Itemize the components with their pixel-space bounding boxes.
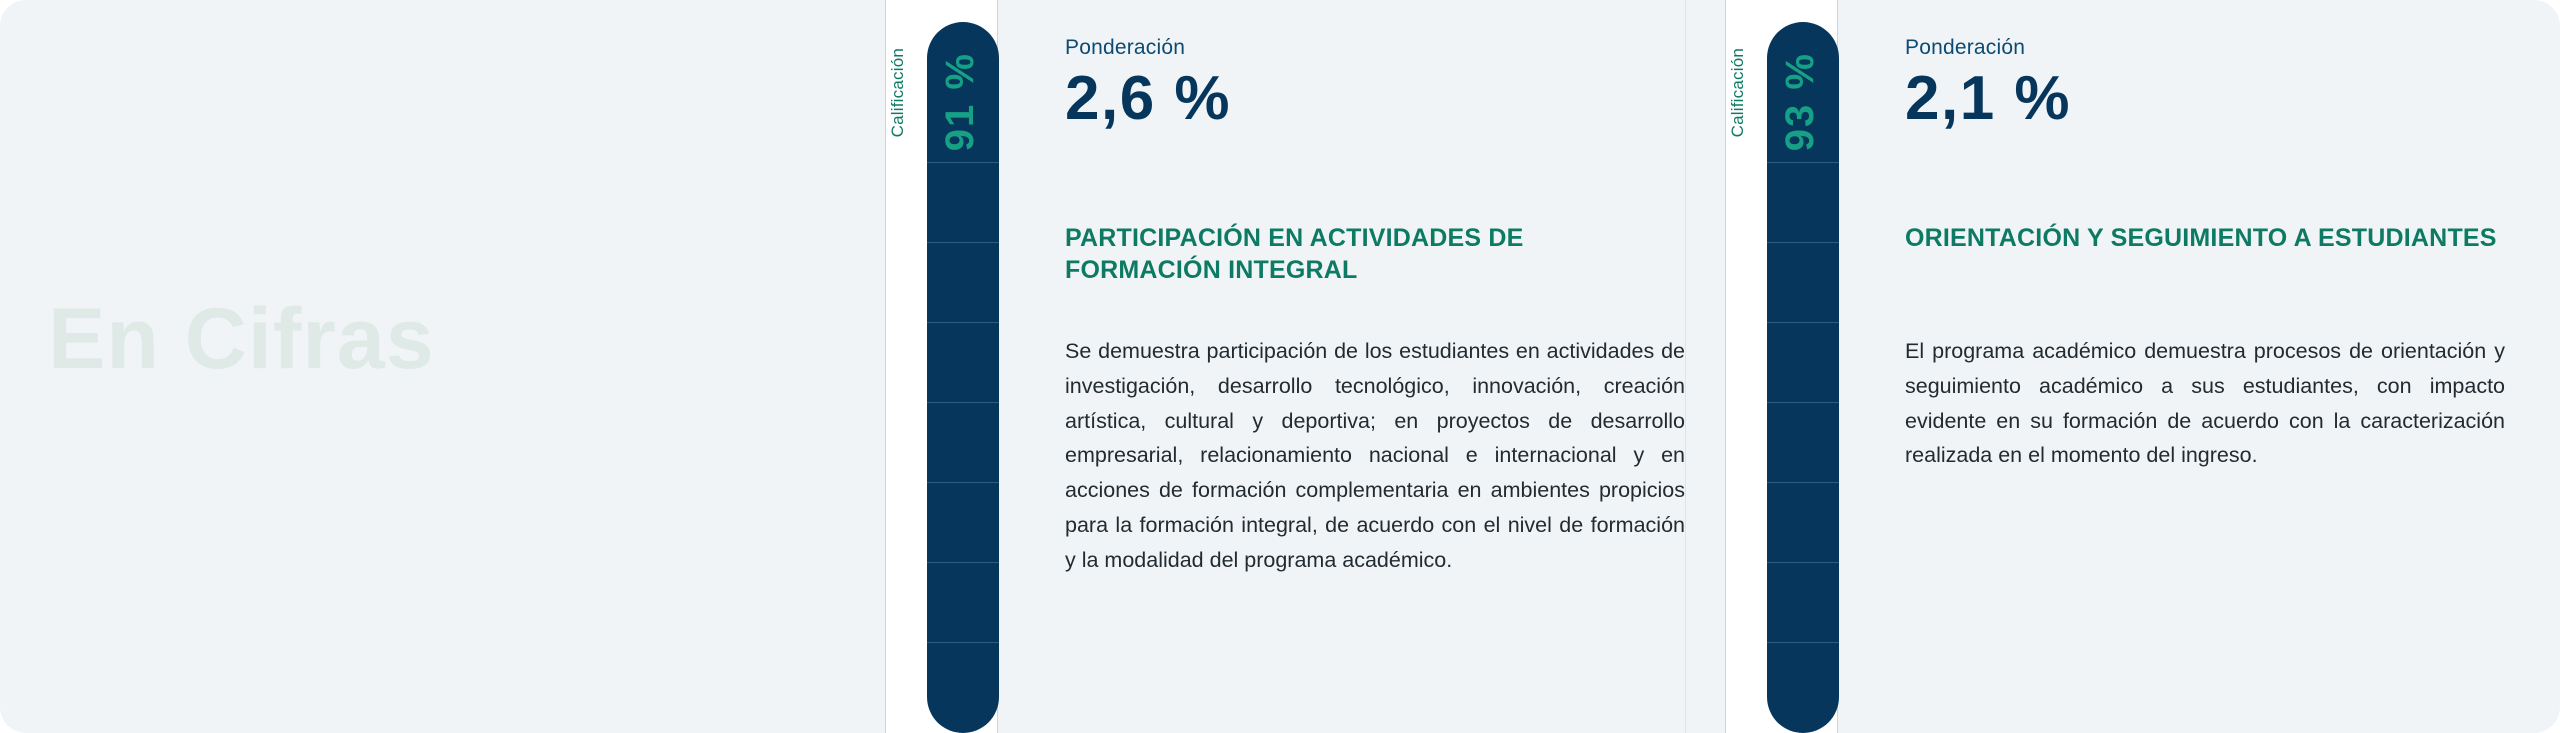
indicator-content [1905,0,2505,733]
criterion-body: Se demuestra participación de los estudiantes en actividades de investigación, desarrollo tecnológico, innovación, creación artística, cultural y deportiva; en proyectos de desarrollo empresarial, relacionamiento nacional e internacional y en acciones de formación complementaria en ambientes propicios para la formación integral, de acuerdo con el nivel de formación y la modalidad del programa académico. [1065,339,1685,572]
gauge-axis-label: Calificación [1728,48,1747,138]
gauge-column [1725,0,1838,733]
indicator-content [1065,0,1685,733]
watermark-title: En Cifras [48,291,435,387]
indicator-block [885,0,1685,733]
gauge-value: 93 % [1778,52,1822,152]
indicator-block [1725,0,2515,733]
weight-value: 2,1 % [1905,64,2072,133]
column-divider [1685,0,1686,733]
criterion-title: ORIENTACIÓN Y SEGUIMIENTO A ESTUDIANTES [1905,224,2497,252]
criterion-body: El programa académico demuestra procesos de orientación y seguimiento académico a sus estudiantes, con impacto evidente en su formación de acuerdo con la caracterización realizada en el momento del ingreso. [1905,339,2505,468]
gauge-value: 91 % [938,52,982,152]
weight-label: Ponderación [1065,36,1186,59]
gauge-axis-label: Calificación [888,48,907,138]
weight-label: Ponderación [1905,36,2026,59]
criterion-title: PARTICIPACIÓN EN ACTIVIDADES DE FORMACIÓN INTEGRAL [1065,224,1524,284]
weight-value: 2,6 % [1065,64,1232,133]
gauge-column [885,0,998,733]
